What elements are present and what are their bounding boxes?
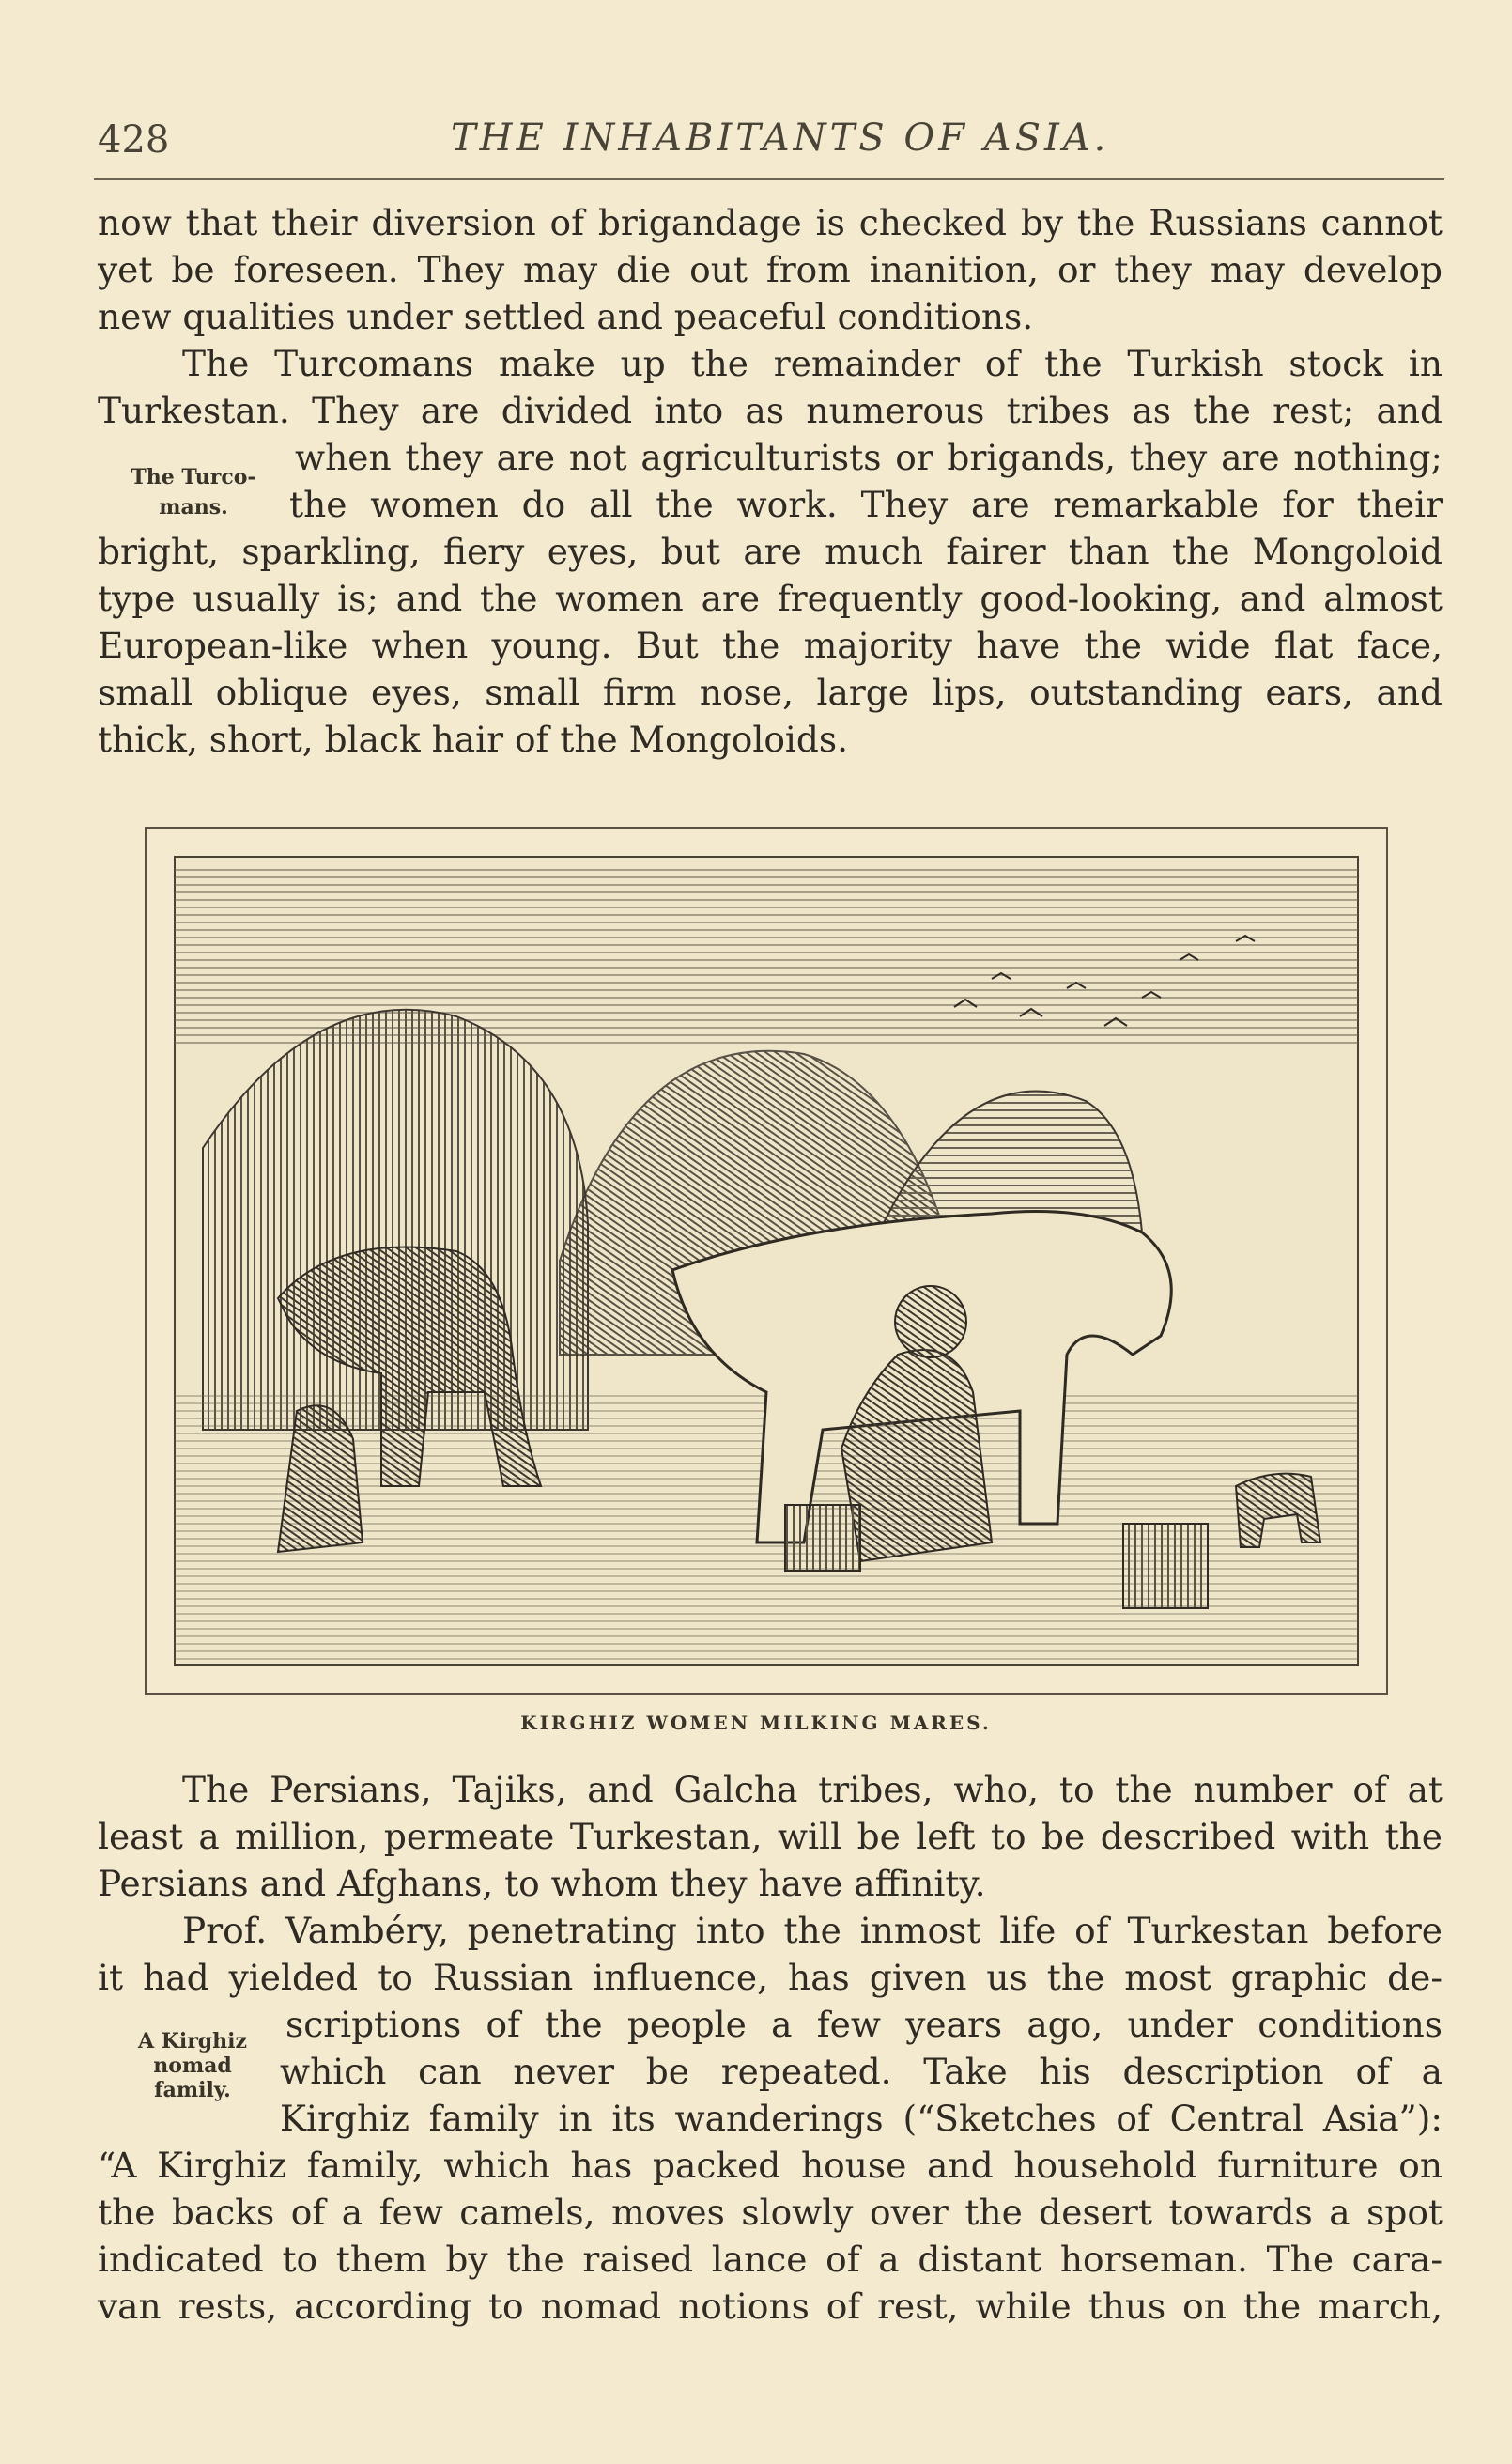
figure-caption: KIRGHIZ WOMEN MILKING MARES. <box>520 1712 992 1734</box>
text-line: least a million, permeate Turkestan, will be left to be described with the <box>98 1816 1443 1857</box>
text-line: now that their diversion of brigandage is checked by the Russians cannot <box>98 202 1443 243</box>
page-header <box>94 113 1446 169</box>
bottom-text <box>98 1766 1443 2330</box>
marginal-note-line: nomad <box>153 2053 232 2078</box>
text-line: it had yielded to Russian influence, has given us the most graphic de- <box>98 1957 1443 1998</box>
text-line: yet be foreseen. They may die out from inanition, or they may develop <box>98 249 1443 290</box>
text-line: when they are not agriculturists or brigands, they are nothing; <box>295 437 1443 478</box>
text-line: type usually is; and the women are frequently good-looking, and almost <box>98 578 1443 619</box>
text-line: the backs of a few camels, moves slowly over the desert towards a spot <box>98 2192 1443 2233</box>
text-line: bright, sparkling, fiery eyes, but are much fairer than the Mongoloid <box>98 531 1443 572</box>
text-line: The Persians, Tajiks, and Galcha tribes, who, to the number of at <box>182 1769 1443 1810</box>
text-line: thick, short, black hair of the Mongoloids. <box>98 719 849 760</box>
marginal-note-line: family. <box>154 2078 231 2102</box>
text-line: The Turcomans make up the remainder of the Turkish stock in <box>182 343 1443 384</box>
text-line: Persians and Afghans, to whom they have affinity. <box>98 1863 986 1904</box>
marginal-note-line: The Turco- <box>131 465 256 489</box>
text-line: new qualities under settled and peaceful conditions. <box>98 296 1034 337</box>
top-text <box>98 199 1443 763</box>
text-line: Turkestan. They are divided into as numerous tribes as the rest; and <box>98 390 1443 431</box>
text-line: the women do all the work. They are remarkable for their <box>289 484 1443 525</box>
text-line: “A Kirghiz family, which has packed house and household furniture on <box>98 2145 1443 2186</box>
text-line: indicated to them by the raised lance of a distant horseman. The cara- <box>98 2239 1443 2280</box>
text-line: van rests, according to nomad notions of rest, while thus on the march, <box>98 2286 1443 2327</box>
text-line: European-like when young. But the majority have the wide flat face, <box>98 625 1443 666</box>
page-number: 428 <box>98 118 170 162</box>
marginal-note-kirghiz <box>113 2029 272 2102</box>
text-line: Prof. Vambéry, penetrating into the inmost life of Turkestan before <box>182 1910 1443 1951</box>
marginal-note-line: A Kirghiz <box>137 2029 248 2053</box>
text-line: scriptions of the people a few years ago, under conditions <box>285 2004 1443 2045</box>
header-rule <box>94 178 1444 180</box>
marginal-note-turcomans <box>118 465 269 519</box>
illustration-drawing <box>147 829 1386 1693</box>
marginal-note-line: mans. <box>159 495 228 519</box>
running-title: THE INHABITANTS OF ASIA. <box>451 116 1110 160</box>
text-line: which can never be repeated. Take his description of a <box>280 2051 1443 2092</box>
engraving-illustration <box>145 827 1388 1695</box>
text-line: small oblique eyes, small firm nose, large lips, outstanding ears, and <box>98 672 1443 713</box>
text-line: Kirghiz family in its wanderings (“Sketches of Central Asia”): <box>280 2098 1443 2139</box>
